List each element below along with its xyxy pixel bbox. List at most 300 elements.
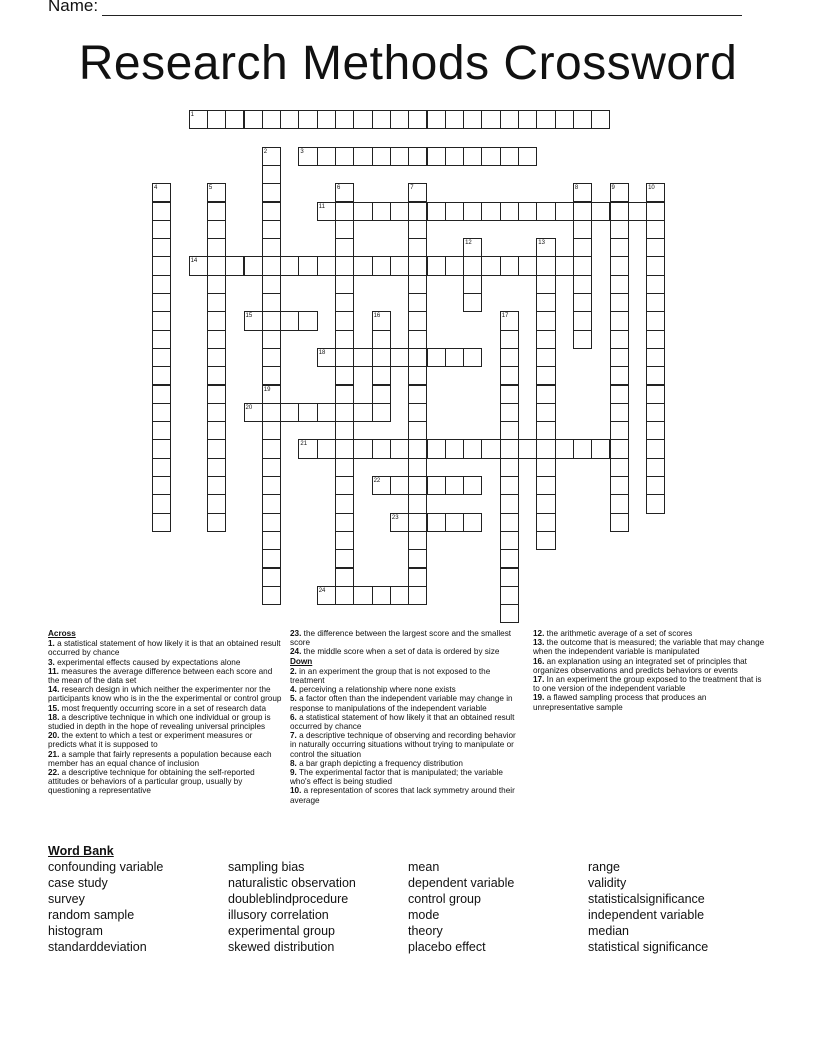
crossword-cell[interactable] <box>500 311 519 330</box>
crossword-cell[interactable] <box>500 403 519 422</box>
crossword-cell[interactable] <box>262 531 281 550</box>
crossword-cell[interactable] <box>646 421 665 440</box>
crossword-cell[interactable] <box>610 385 629 404</box>
crossword-cell[interactable] <box>207 256 226 275</box>
crossword-cell[interactable] <box>372 366 391 385</box>
crossword-cell[interactable] <box>152 183 171 202</box>
crossword-cell[interactable] <box>207 220 226 239</box>
crossword-cell[interactable] <box>298 311 317 330</box>
crossword-cell[interactable] <box>152 421 171 440</box>
crossword-cell[interactable] <box>445 476 464 495</box>
crossword-cell[interactable] <box>536 403 555 422</box>
crossword-cell[interactable] <box>463 202 482 221</box>
crossword-cell[interactable] <box>372 385 391 404</box>
crossword-cell[interactable] <box>646 439 665 458</box>
crossword-cell[interactable] <box>573 275 592 294</box>
crossword-cell[interactable] <box>591 110 610 129</box>
crossword-cell[interactable] <box>335 439 354 458</box>
crossword-cell[interactable] <box>610 238 629 257</box>
crossword-cell[interactable] <box>445 439 464 458</box>
crossword-cell[interactable] <box>335 330 354 349</box>
crossword-cell[interactable] <box>207 513 226 532</box>
crossword-cell[interactable] <box>152 220 171 239</box>
crossword-cell[interactable] <box>573 183 592 202</box>
crossword-cell[interactable] <box>555 202 574 221</box>
crossword-cell[interactable] <box>408 549 427 568</box>
crossword-cell[interactable] <box>573 311 592 330</box>
crossword-cell[interactable] <box>335 476 354 495</box>
crossword-cell[interactable] <box>262 220 281 239</box>
crossword-cell[interactable] <box>536 311 555 330</box>
crossword-cell[interactable] <box>280 403 299 422</box>
crossword-cell[interactable] <box>427 256 446 275</box>
crossword-cell[interactable] <box>262 513 281 532</box>
crossword-cell[interactable] <box>207 458 226 477</box>
crossword-cell[interactable] <box>262 458 281 477</box>
crossword-cell[interactable] <box>262 494 281 513</box>
crossword-cell[interactable] <box>500 494 519 513</box>
crossword-cell[interactable] <box>335 275 354 294</box>
crossword-cell[interactable] <box>573 439 592 458</box>
crossword-cell[interactable] <box>152 439 171 458</box>
crossword-cell[interactable] <box>555 110 574 129</box>
crossword-cell[interactable] <box>573 202 592 221</box>
crossword-cell[interactable] <box>390 513 409 532</box>
crossword-cell[interactable] <box>262 147 281 166</box>
crossword-cell[interactable] <box>152 494 171 513</box>
crossword-cell[interactable] <box>518 256 537 275</box>
crossword-cell[interactable] <box>536 202 555 221</box>
crossword-cell[interactable] <box>646 385 665 404</box>
crossword-cell[interactable] <box>390 110 409 129</box>
crossword-cell[interactable] <box>298 147 317 166</box>
crossword-cell[interactable] <box>390 348 409 367</box>
crossword-cell[interactable] <box>207 202 226 221</box>
crossword-cell[interactable] <box>500 202 519 221</box>
crossword-cell[interactable] <box>335 586 354 605</box>
crossword-cell[interactable] <box>610 275 629 294</box>
crossword-cell[interactable] <box>500 439 519 458</box>
crossword-cell[interactable] <box>353 202 372 221</box>
crossword-cell[interactable] <box>500 531 519 550</box>
crossword-cell[interactable] <box>500 110 519 129</box>
crossword-cell[interactable] <box>646 494 665 513</box>
crossword-cell[interactable] <box>646 330 665 349</box>
crossword-cell[interactable] <box>536 293 555 312</box>
crossword-cell[interactable] <box>573 110 592 129</box>
crossword-cell[interactable] <box>463 293 482 312</box>
crossword-cell[interactable] <box>280 256 299 275</box>
crossword-cell[interactable] <box>518 439 537 458</box>
crossword-cell[interactable] <box>225 256 244 275</box>
crossword-cell[interactable] <box>408 385 427 404</box>
crossword-cell[interactable] <box>408 238 427 257</box>
crossword-cell[interactable] <box>353 403 372 422</box>
crossword-cell[interactable] <box>353 147 372 166</box>
crossword-cell[interactable] <box>207 238 226 257</box>
crossword-cell[interactable] <box>463 110 482 129</box>
crossword-cell[interactable] <box>463 348 482 367</box>
crossword-cell[interactable] <box>152 513 171 532</box>
crossword-cell[interactable] <box>152 256 171 275</box>
crossword-cell[interactable] <box>646 458 665 477</box>
crossword-cell[interactable] <box>408 147 427 166</box>
crossword-cell[interactable] <box>207 421 226 440</box>
crossword-cell[interactable] <box>353 586 372 605</box>
crossword-cell[interactable] <box>610 476 629 495</box>
crossword-cell[interactable] <box>390 256 409 275</box>
crossword-cell[interactable] <box>390 439 409 458</box>
crossword-cell[interactable] <box>317 202 336 221</box>
crossword-cell[interactable] <box>408 311 427 330</box>
crossword-cell[interactable] <box>463 513 482 532</box>
crossword-cell[interactable] <box>335 494 354 513</box>
crossword-cell[interactable] <box>207 183 226 202</box>
crossword-cell[interactable] <box>152 403 171 422</box>
crossword-cell[interactable] <box>262 110 281 129</box>
crossword-cell[interactable] <box>298 439 317 458</box>
crossword-cell[interactable] <box>500 256 519 275</box>
crossword-cell[interactable] <box>408 330 427 349</box>
crossword-cell[interactable] <box>262 366 281 385</box>
crossword-cell[interactable] <box>207 439 226 458</box>
crossword-cell[interactable] <box>646 183 665 202</box>
crossword-cell[interactable] <box>536 366 555 385</box>
crossword-cell[interactable] <box>610 458 629 477</box>
crossword-cell[interactable] <box>500 476 519 495</box>
crossword-cell[interactable] <box>408 293 427 312</box>
crossword-cell[interactable] <box>408 458 427 477</box>
crossword-cell[interactable] <box>390 586 409 605</box>
crossword-cell[interactable] <box>335 385 354 404</box>
crossword-cell[interactable] <box>481 256 500 275</box>
crossword-cell[interactable] <box>610 220 629 239</box>
crossword-cell[interactable] <box>481 110 500 129</box>
crossword-cell[interactable] <box>518 202 537 221</box>
crossword-cell[interactable] <box>298 110 317 129</box>
crossword-cell[interactable] <box>481 147 500 166</box>
crossword-cell[interactable] <box>152 385 171 404</box>
crossword-cell[interactable] <box>408 439 427 458</box>
crossword-cell[interactable] <box>610 183 629 202</box>
crossword-cell[interactable] <box>335 366 354 385</box>
crossword-cell[interactable] <box>262 586 281 605</box>
crossword-cell[interactable] <box>500 568 519 587</box>
crossword-cell[interactable] <box>262 330 281 349</box>
crossword-cell[interactable] <box>591 439 610 458</box>
crossword-cell[interactable] <box>335 458 354 477</box>
crossword-cell[interactable] <box>408 366 427 385</box>
crossword-cell[interactable] <box>427 147 446 166</box>
crossword-cell[interactable] <box>463 275 482 294</box>
crossword-cell[interactable] <box>335 110 354 129</box>
crossword-cell[interactable] <box>610 513 629 532</box>
crossword-cell[interactable] <box>189 256 208 275</box>
crossword-cell[interactable] <box>573 293 592 312</box>
crossword-cell[interactable] <box>408 403 427 422</box>
crossword-cell[interactable] <box>500 366 519 385</box>
crossword-cell[interactable] <box>500 385 519 404</box>
crossword-cell[interactable] <box>408 183 427 202</box>
crossword-cell[interactable] <box>335 513 354 532</box>
crossword-cell[interactable] <box>335 293 354 312</box>
crossword-cell[interactable] <box>244 403 263 422</box>
crossword-cell[interactable] <box>610 403 629 422</box>
crossword-cell[interactable] <box>207 293 226 312</box>
crossword-cell[interactable] <box>152 330 171 349</box>
crossword-cell[interactable] <box>408 421 427 440</box>
crossword-cell[interactable] <box>646 348 665 367</box>
crossword-cell[interactable] <box>390 147 409 166</box>
crossword-cell[interactable] <box>573 256 592 275</box>
crossword-cell[interactable] <box>536 275 555 294</box>
crossword-cell[interactable] <box>298 256 317 275</box>
crossword-cell[interactable] <box>500 604 519 623</box>
crossword-cell[interactable] <box>152 275 171 294</box>
crossword-cell[interactable] <box>152 311 171 330</box>
crossword-cell[interactable] <box>573 238 592 257</box>
crossword-cell[interactable] <box>152 476 171 495</box>
crossword-cell[interactable] <box>335 311 354 330</box>
crossword-cell[interactable] <box>207 311 226 330</box>
crossword-cell[interactable] <box>610 439 629 458</box>
crossword-cell[interactable] <box>463 147 482 166</box>
crossword-cell[interactable] <box>646 366 665 385</box>
crossword-cell[interactable] <box>207 366 226 385</box>
crossword-cell[interactable] <box>427 110 446 129</box>
crossword-cell[interactable] <box>244 311 263 330</box>
crossword-cell[interactable] <box>353 110 372 129</box>
crossword-cell[interactable] <box>427 439 446 458</box>
crossword-cell[interactable] <box>427 513 446 532</box>
crossword-cell[interactable] <box>262 183 281 202</box>
crossword-cell[interactable] <box>536 476 555 495</box>
crossword-cell[interactable] <box>335 183 354 202</box>
crossword-cell[interactable] <box>372 256 391 275</box>
crossword-cell[interactable] <box>372 476 391 495</box>
crossword-cell[interactable] <box>335 202 354 221</box>
crossword-cell[interactable] <box>591 202 610 221</box>
crossword-cell[interactable] <box>536 494 555 513</box>
crossword-cell[interactable] <box>408 568 427 587</box>
crossword-cell[interactable] <box>408 202 427 221</box>
crossword-cell[interactable] <box>152 458 171 477</box>
crossword-cell[interactable] <box>225 110 244 129</box>
crossword-cell[interactable] <box>646 220 665 239</box>
crossword-cell[interactable] <box>207 385 226 404</box>
crossword-cell[interactable] <box>500 421 519 440</box>
crossword-cell[interactable] <box>372 439 391 458</box>
crossword-cell[interactable] <box>207 110 226 129</box>
crossword-cell[interactable] <box>262 238 281 257</box>
crossword-cell[interactable] <box>317 256 336 275</box>
crossword-cell[interactable] <box>500 348 519 367</box>
crossword-cell[interactable] <box>610 421 629 440</box>
crossword-cell[interactable] <box>317 586 336 605</box>
crossword-cell[interactable] <box>335 238 354 257</box>
crossword-cell[interactable] <box>536 385 555 404</box>
crossword-cell[interactable] <box>610 293 629 312</box>
crossword-cell[interactable] <box>372 147 391 166</box>
crossword-cell[interactable] <box>536 110 555 129</box>
crossword-cell[interactable] <box>152 366 171 385</box>
crossword-cell[interactable] <box>463 238 482 257</box>
crossword-cell[interactable] <box>427 476 446 495</box>
crossword-cell[interactable] <box>262 549 281 568</box>
crossword-cell[interactable] <box>646 256 665 275</box>
crossword-cell[interactable] <box>372 311 391 330</box>
crossword-cell[interactable] <box>408 586 427 605</box>
crossword-cell[interactable] <box>244 110 263 129</box>
crossword-cell[interactable] <box>573 220 592 239</box>
crossword-cell[interactable] <box>536 421 555 440</box>
crossword-cell[interactable] <box>463 476 482 495</box>
crossword-cell[interactable] <box>280 110 299 129</box>
crossword-cell[interactable] <box>317 147 336 166</box>
crossword-cell[interactable] <box>536 238 555 257</box>
crossword-cell[interactable] <box>408 348 427 367</box>
crossword-cell[interactable] <box>408 531 427 550</box>
crossword-cell[interactable] <box>536 256 555 275</box>
crossword-cell[interactable] <box>207 330 226 349</box>
crossword-cell[interactable] <box>262 421 281 440</box>
crossword-cell[interactable] <box>335 421 354 440</box>
crossword-cell[interactable] <box>646 476 665 495</box>
crossword-cell[interactable] <box>500 330 519 349</box>
crossword-cell[interactable] <box>610 366 629 385</box>
crossword-cell[interactable] <box>500 458 519 477</box>
crossword-cell[interactable] <box>335 256 354 275</box>
crossword-cell[interactable] <box>335 147 354 166</box>
crossword-cell[interactable] <box>207 348 226 367</box>
crossword-cell[interactable] <box>500 513 519 532</box>
crossword-cell[interactable] <box>317 439 336 458</box>
crossword-cell[interactable] <box>189 110 208 129</box>
crossword-cell[interactable] <box>536 330 555 349</box>
crossword-cell[interactable] <box>445 513 464 532</box>
crossword-cell[interactable] <box>500 586 519 605</box>
crossword-cell[interactable] <box>317 110 336 129</box>
crossword-cell[interactable] <box>207 403 226 422</box>
crossword-cell[interactable] <box>317 403 336 422</box>
crossword-cell[interactable] <box>646 202 665 221</box>
crossword-cell[interactable] <box>372 330 391 349</box>
crossword-cell[interactable] <box>445 110 464 129</box>
crossword-cell[interactable] <box>390 202 409 221</box>
crossword-cell[interactable] <box>207 275 226 294</box>
crossword-cell[interactable] <box>463 439 482 458</box>
crossword-cell[interactable] <box>152 238 171 257</box>
crossword-cell[interactable] <box>335 220 354 239</box>
crossword-cell[interactable] <box>372 403 391 422</box>
crossword-cell[interactable] <box>335 531 354 550</box>
crossword-cell[interactable] <box>610 330 629 349</box>
crossword-cell[interactable] <box>408 275 427 294</box>
crossword-cell[interactable] <box>262 293 281 312</box>
crossword-cell[interactable] <box>445 202 464 221</box>
crossword-cell[interactable] <box>262 439 281 458</box>
crossword-cell[interactable] <box>610 494 629 513</box>
crossword-cell[interactable] <box>573 330 592 349</box>
crossword-cell[interactable] <box>646 238 665 257</box>
crossword-cell[interactable] <box>408 110 427 129</box>
crossword-cell[interactable] <box>610 311 629 330</box>
crossword-cell[interactable] <box>518 147 537 166</box>
crossword-cell[interactable] <box>390 476 409 495</box>
crossword-cell[interactable] <box>244 256 263 275</box>
crossword-cell[interactable] <box>280 311 299 330</box>
crossword-cell[interactable] <box>207 494 226 513</box>
crossword-cell[interactable] <box>427 202 446 221</box>
crossword-cell[interactable] <box>317 348 336 367</box>
crossword-cell[interactable] <box>372 202 391 221</box>
crossword-cell[interactable] <box>335 403 354 422</box>
crossword-cell[interactable] <box>262 256 281 275</box>
crossword-cell[interactable] <box>408 513 427 532</box>
crossword-cell[interactable] <box>262 403 281 422</box>
crossword-cell[interactable] <box>610 256 629 275</box>
crossword-cell[interactable] <box>152 202 171 221</box>
crossword-cell[interactable] <box>646 403 665 422</box>
crossword-cell[interactable] <box>262 568 281 587</box>
crossword-cell[interactable] <box>500 549 519 568</box>
crossword-cell[interactable] <box>353 348 372 367</box>
crossword-cell[interactable] <box>628 202 647 221</box>
crossword-cell[interactable] <box>646 293 665 312</box>
crossword-cell[interactable] <box>262 348 281 367</box>
crossword-cell[interactable] <box>610 202 629 221</box>
crossword-cell[interactable] <box>335 348 354 367</box>
crossword-cell[interactable] <box>408 476 427 495</box>
crossword-cell[interactable] <box>207 476 226 495</box>
crossword-cell[interactable] <box>262 165 281 184</box>
crossword-cell[interactable] <box>427 348 446 367</box>
crossword-cell[interactable] <box>536 513 555 532</box>
crossword-cell[interactable] <box>262 311 281 330</box>
crossword-cell[interactable] <box>518 110 537 129</box>
crossword-cell[interactable] <box>408 494 427 513</box>
crossword-cell[interactable] <box>500 147 519 166</box>
crossword-cell[interactable] <box>335 568 354 587</box>
crossword-cell[interactable] <box>610 348 629 367</box>
crossword-cell[interactable] <box>646 311 665 330</box>
crossword-cell[interactable] <box>408 220 427 239</box>
crossword-cell[interactable] <box>262 202 281 221</box>
crossword-cell[interactable] <box>463 256 482 275</box>
crossword-cell[interactable] <box>536 439 555 458</box>
crossword-cell[interactable] <box>353 439 372 458</box>
crossword-cell[interactable] <box>536 458 555 477</box>
crossword-cell[interactable] <box>152 293 171 312</box>
crossword-cell[interactable] <box>481 202 500 221</box>
crossword-cell[interactable] <box>372 110 391 129</box>
crossword-cell[interactable] <box>536 348 555 367</box>
crossword-cell[interactable] <box>152 348 171 367</box>
crossword-cell[interactable] <box>335 549 354 568</box>
crossword-cell[interactable] <box>646 275 665 294</box>
crossword-cell[interactable] <box>445 147 464 166</box>
crossword-cell[interactable] <box>555 439 574 458</box>
crossword-cell[interactable] <box>298 403 317 422</box>
crossword-cell[interactable] <box>555 256 574 275</box>
crossword-cell[interactable] <box>262 385 281 404</box>
crossword-cell[interactable] <box>408 256 427 275</box>
crossword-cell[interactable] <box>372 586 391 605</box>
crossword-cell[interactable] <box>262 476 281 495</box>
crossword-cell[interactable] <box>481 439 500 458</box>
crossword-cell[interactable] <box>445 348 464 367</box>
crossword-cell[interactable] <box>372 348 391 367</box>
